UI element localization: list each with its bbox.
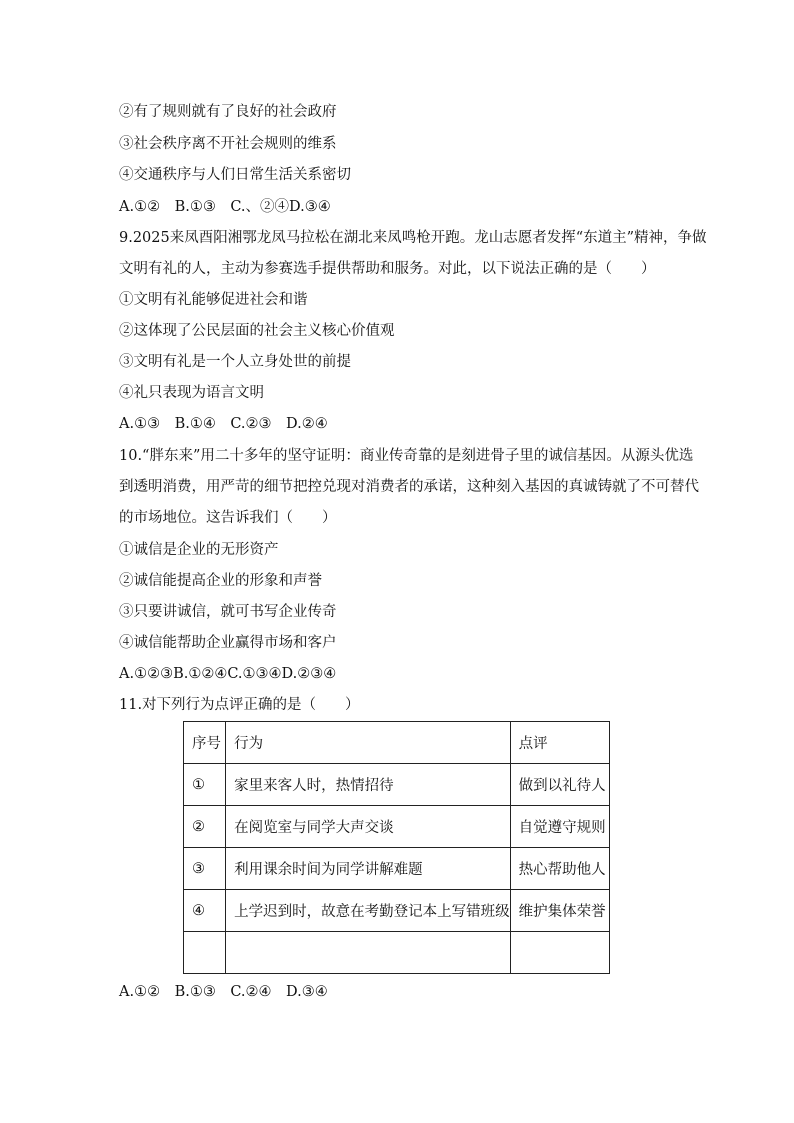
row-number: ④ xyxy=(184,890,226,932)
row-behavior: 家里来客人时，热情招待 xyxy=(226,764,511,806)
q9-option-1: ①文明有礼能够促进社会和谐 xyxy=(119,292,308,308)
q10-stem-line-3: 的市场地位。这告诉我们（ ） xyxy=(119,510,337,526)
q9-choices: A.①③ B.①④ C.②③ D.②④ xyxy=(119,416,328,432)
q10-option-3: ③只要讲诚信，就可书写企业传奇 xyxy=(119,604,337,620)
q10-option-2: ②诚信能提高企业的形象和声誉 xyxy=(119,573,322,589)
row-comment: 自觉遵守规则 xyxy=(510,806,609,848)
table-row xyxy=(184,806,610,848)
behavior-review-table xyxy=(183,721,610,974)
q8-option-3: ③社会秩序离不开社会规则的维系 xyxy=(119,136,337,152)
table-row-empty xyxy=(184,932,610,974)
table-header-row xyxy=(184,722,610,764)
q10-option-1: ①诚信是企业的无形资产 xyxy=(119,542,279,558)
q8-option-2: ②有了规则就有了良好的社会政府 xyxy=(119,104,337,120)
q9-stem-line-1: 9.2025来凤酉阳湘鄂龙凤马拉松在湖北来凤鸣枪开跑。龙山志愿者发挥“东道主”精神，争做 xyxy=(119,230,707,246)
q9-option-3: ③文明有礼是一个人立身处世的前提 xyxy=(119,354,351,370)
row-behavior: 在阅览室与同学大声交谈 xyxy=(226,806,511,848)
row-number: ② xyxy=(184,806,226,848)
header-comment: 点评 xyxy=(510,722,609,764)
q8-option-4: ④交通秩序与人们日常生活关系密切 xyxy=(119,167,351,183)
table-row xyxy=(184,890,610,932)
header-number: 序号 xyxy=(184,722,226,764)
q10-choices: A.①②③B.①②④C.①③④D.②③④ xyxy=(119,666,337,682)
row-comment: 热心帮助他人 xyxy=(510,848,609,890)
table-row xyxy=(184,764,610,806)
row-number: ① xyxy=(184,764,226,806)
table-row xyxy=(184,848,610,890)
row-behavior: 利用课余时间为同学讲解难题 xyxy=(226,848,511,890)
q10-stem-line-1: 10.“胖东来”用二十多年的坚守证明：商业传奇靠的是刻进骨子里的诚信基因。从源头优选 xyxy=(119,448,694,464)
q11-choices: A.①② B.①③ C.②④ D.③④ xyxy=(119,984,328,1000)
q10-option-4: ④诚信能帮助企业赢得市场和客户 xyxy=(119,635,337,651)
row-comment: 做到以礼待人 xyxy=(510,764,609,806)
row-number xyxy=(184,932,226,974)
q11-stem: 11.对下列行为点评正确的是（ ） xyxy=(119,697,360,713)
q9-option-4: ④礼只表现为语言文明 xyxy=(119,385,264,401)
row-behavior xyxy=(226,932,511,974)
q9-option-2: ②这体现了公民层面的社会主义核心价值观 xyxy=(119,323,395,339)
row-number: ③ xyxy=(184,848,226,890)
row-comment xyxy=(510,932,609,974)
row-comment: 维护集体荣誉 xyxy=(510,890,609,932)
q9-stem-line-2: 文明有礼的人，主动为参赛选手提供帮助和服务。对此，以下说法正确的是（ ） xyxy=(119,261,656,277)
row-behavior: 上学迟到时，故意在考勤登记本上写错班级 xyxy=(226,890,511,932)
q10-stem-line-2: 到透明消费，用严苛的细节把控兑现对消费者的承诺，这种刻入基因的真诚铸就了不可替代 xyxy=(119,479,699,495)
q8-choices: A.①② B.①③ C.、②④D.③④ xyxy=(119,199,331,215)
header-behavior: 行为 xyxy=(226,722,511,764)
